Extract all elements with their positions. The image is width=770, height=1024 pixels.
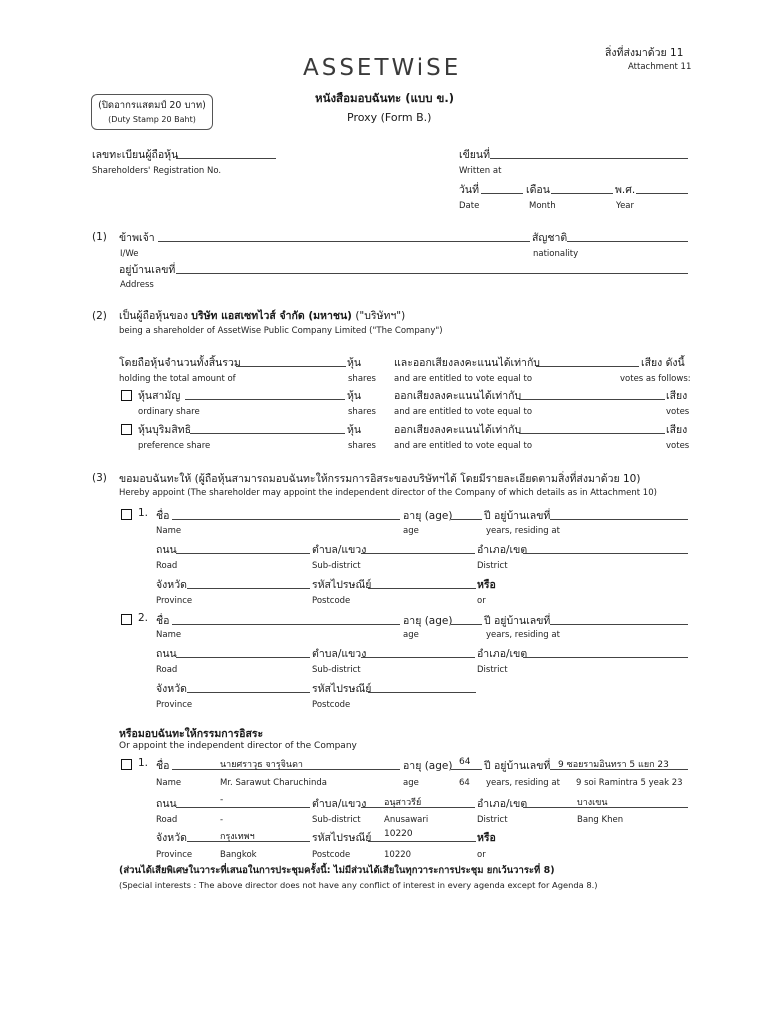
director-district-en: Bang Khen: [577, 815, 624, 825]
director-heading-th: หรือมอบฉันทะให้กรรมการอิสระ: [119, 728, 264, 740]
proxy1-number: 1.: [138, 507, 149, 519]
proxy2-name-field[interactable]: [172, 624, 400, 625]
total-shares-label-th: โดยถือหุ้นจำนวนทั้งสิ้นรวม: [119, 357, 241, 369]
proxy2-checkbox[interactable]: [121, 614, 132, 625]
director-district-label-th: อำเภอ/เขต: [477, 798, 528, 810]
proxy2-road-label-th: ถนน: [156, 648, 177, 660]
preference-vote-label-th: ออกเสียงลงคะแนนได้เท่ากับ: [394, 424, 522, 436]
director-subdistrict-en: Anusawari: [384, 815, 429, 825]
director-age-label-en: age: [403, 778, 419, 788]
proxy1-district-field[interactable]: [523, 553, 688, 554]
vote-total-label-th: และออกเสียงลงคะแนนได้เท่ากับ: [394, 357, 540, 369]
preference-vote-label-en: and are entitled to vote equal to: [394, 441, 533, 451]
iwe-label-th: ข้าพเจ้า: [119, 232, 155, 244]
written-at-label-en: Written at: [459, 166, 502, 176]
director-road-th: -: [220, 795, 224, 805]
director-province-label-th: จังหวัด: [156, 832, 187, 844]
director-subdistrict-label-th: ตำบล/แขวง: [312, 798, 367, 810]
director-subdistrict-th: อนุสาวรีย์: [384, 798, 422, 808]
appoint-label-th: ขอมอบฉันทะให้ (ผู้ถือหุ้นสามารถมอบฉันทะให้กรรมการอิสระของบริษัทฯได้ โดยมีรายละเอียดตามสิ่งที่ส่งมาด้วย 10): [119, 473, 641, 485]
total-votes-field[interactable]: [536, 366, 639, 367]
month-label-th: เดือน: [526, 184, 550, 196]
director-name-en: Mr. Sarawut Charuchinda: [220, 778, 327, 788]
director-heading-en: Or appoint the independent director of the Company: [119, 741, 357, 751]
date-label-th: วันที่: [459, 184, 479, 196]
nationality-field[interactable]: [567, 241, 688, 242]
director-road-label-th: ถนน: [156, 798, 177, 810]
special-interest-th: (ส่วนได้เสียพิเศษในวาระที่เสนอในการประชุมครั้งนี้: ไม่มีส่วนได้เสียในทุกวาระการประชุม ยกเว้นวาระที่ 8): [119, 865, 555, 876]
director-checkbox[interactable]: [121, 759, 132, 770]
director-or-en: or: [477, 850, 486, 860]
ordinary-shares-unit-th: หุ้น: [347, 390, 362, 402]
proxy2-residing-label-en: years, residing at: [486, 630, 560, 640]
preference-votes-field[interactable]: [519, 433, 665, 434]
year-label-en: Year: [616, 201, 634, 211]
proxy2-subdistrict-label-en: Sub-district: [312, 665, 361, 675]
director-residing-label-th: ปี อยู่บ้านเลขที่: [484, 760, 551, 772]
director-age-line: [451, 769, 482, 770]
ordinary-votes-field[interactable]: [519, 399, 665, 400]
preference-shares-unit-th: หุ้น: [347, 424, 362, 436]
year-field[interactable]: [636, 193, 688, 194]
nationality-label-en: nationality: [533, 249, 579, 259]
proxy2-postcode-label-en: Postcode: [312, 700, 351, 710]
attachment-number-en: Attachment 11: [628, 62, 692, 72]
vote-total-label-en: and are entitled to vote equal to: [394, 374, 533, 384]
proxy1-province-label-en: Province: [156, 596, 193, 606]
written-at-field[interactable]: [490, 158, 688, 159]
proxy2-residing-label-th: ปี อยู่บ้านเลขที่: [484, 615, 551, 627]
proxy1-subdistrict-field[interactable]: [361, 553, 475, 554]
ordinary-share-checkbox[interactable]: [121, 390, 132, 401]
ordinary-vote-label-en: and are entitled to vote equal to: [394, 407, 533, 417]
attachment-number-th: สิ่งที่ส่งมาด้วย 11: [605, 47, 684, 59]
director-subdistrict-label-en: Sub-district: [312, 815, 361, 825]
duty-stamp-box: [91, 94, 213, 130]
ordinary-share-label-en: ordinary share: [138, 407, 200, 417]
proxy1-name-label-en: Name: [156, 526, 182, 536]
director-road-label-en: Road: [156, 815, 178, 825]
proxy1-road-label-en: Road: [156, 561, 178, 571]
director-name-th: นายศราวุธ จารุจินดา: [220, 760, 303, 770]
director-postcode-en: 10220: [384, 850, 412, 860]
director-road-en: -: [220, 815, 224, 825]
proxy2-number: 2.: [138, 612, 149, 624]
director-name-label-en: Name: [156, 778, 182, 788]
total-shares-label-en: holding the total amount of: [119, 374, 236, 384]
proxy2-address-field[interactable]: [550, 624, 688, 625]
director-district-label-en: District: [477, 815, 508, 825]
proxy2-age-field[interactable]: [451, 624, 482, 625]
shares-unit-th: หุ้น: [347, 357, 362, 369]
director-age-th: 64: [459, 757, 471, 767]
preference-votes-unit-th: เสียง: [666, 424, 688, 436]
director-or-th: หรือ: [477, 832, 496, 844]
director-postcode-label-en: Postcode: [312, 850, 351, 860]
proxy1-district-label-en: District: [477, 561, 508, 571]
iwe-label-en: I/We: [120, 249, 139, 259]
director-age-en: 64: [459, 778, 470, 788]
address-label-en: Address: [120, 280, 154, 290]
date-label-en: Date: [459, 201, 480, 211]
proxy1-name-field[interactable]: [172, 519, 400, 520]
proxy1-age-label-th: อายุ (age): [403, 510, 453, 522]
proxy1-age-field[interactable]: [451, 519, 482, 520]
duty-stamp-en: (Duty Stamp 20 Baht): [108, 115, 196, 124]
form-title-th: หนังสือมอบฉันทะ (แบบ ข.): [315, 91, 454, 105]
proxy1-district-label-th: อำเภอ/เขต: [477, 544, 528, 556]
proxy1-road-field[interactable]: [176, 553, 310, 554]
proxy1-name-label-th: ชื่อ: [156, 510, 170, 522]
shareholder-of-th: เป็นผู้ถือหุ้นของ บริษัท แอสเซทไวส์ จำกัด (มหาชน) ("บริษัทฯ"): [119, 310, 406, 322]
proxy2-postcode-field[interactable]: [368, 692, 476, 693]
proxy2-name-label-en: Name: [156, 630, 182, 640]
shares-unit-en: shares: [348, 374, 376, 384]
appoint-label-en: Hereby appoint (The shareholder may appoint the independent director of the Company of which details as in Attachment 10): [119, 488, 657, 498]
proxy1-residing-label-th: ปี อยู่บ้านเลขที่: [484, 510, 551, 522]
ordinary-vote-label-th: ออกเสียงลงคะแนนได้เท่ากับ: [394, 390, 522, 402]
proxy2-name-label-th: ชื่อ: [156, 615, 170, 627]
proxy2-district-label-th: อำเภอ/เขต: [477, 648, 528, 660]
ordinary-votes-unit-en: votes: [666, 407, 690, 417]
ordinary-share-label-th: หุ้นสามัญ: [138, 390, 181, 402]
proxy1-province-label-th: จังหวัด: [156, 579, 187, 591]
shareholder-of-en: being a shareholder of AssetWise Public Company Limited ("The Company"): [119, 326, 443, 336]
proxy1-province-field[interactable]: [187, 588, 310, 589]
proxy1-or-en: or: [477, 596, 486, 606]
preference-shares-field[interactable]: [190, 433, 345, 434]
proxy2-road-field[interactable]: [176, 657, 310, 658]
director-province-en: Bangkok: [220, 850, 257, 860]
director-age-label-th: อายุ (age): [403, 760, 453, 772]
director-postcode-label-th: รหัสไปรษณีย์: [312, 832, 372, 844]
preference-share-label-en: preference share: [138, 441, 211, 451]
shareholder-name-field[interactable]: [158, 241, 530, 242]
proxy1-postcode-label-en: Postcode: [312, 596, 351, 606]
proxy1-residing-label-en: years, residing at: [486, 526, 560, 536]
proxy2-province-label-th: จังหวัด: [156, 683, 187, 695]
proxy2-district-label-en: District: [477, 665, 508, 675]
director-residing-label-en: years, residing at: [486, 778, 560, 788]
proxy1-or-th: หรือ: [477, 579, 496, 591]
director-road-line: [176, 807, 310, 808]
proxy2-province-field[interactable]: [187, 692, 310, 693]
proxy1-subdistrict-label-en: Sub-district: [312, 561, 361, 571]
form-title-en: Proxy (Form B.): [347, 111, 432, 124]
proxy1-subdistrict-label-th: ตำบล/แขวง: [312, 544, 367, 556]
proxy1-postcode-label-th: รหัสไปรษณีย์: [312, 579, 372, 591]
proxy1-postcode-field[interactable]: [368, 588, 476, 589]
section3-number: (3): [92, 472, 107, 484]
director-address-th: 9 ซอยรามอินทรา 5 แยก 23: [558, 760, 669, 770]
director-name-label-th: ชื่อ: [156, 760, 170, 772]
registration-label-en: Shareholders' Registration No.: [92, 166, 222, 176]
proxy2-subdistrict-label-th: ตำบล/แขวง: [312, 648, 367, 660]
ordinary-shares-unit-en: shares: [348, 407, 376, 417]
proxy2-road-label-en: Road: [156, 665, 178, 675]
company-logo: ASSETWiSE: [303, 55, 462, 81]
section2-number: (2): [92, 310, 107, 322]
proxy2-postcode-label-th: รหัสไปรษณีย์: [312, 683, 372, 695]
registration-no-field[interactable]: [176, 158, 276, 159]
date-field[interactable]: [481, 193, 523, 194]
proxy2-age-label-en: age: [403, 630, 419, 640]
director-number: 1.: [138, 757, 149, 769]
ordinary-votes-unit-th: เสียง: [666, 390, 688, 402]
address-label-th: อยู่บ้านเลขที่: [119, 264, 176, 276]
month-label-en: Month: [529, 201, 556, 211]
proxy2-age-label-th: อายุ (age): [403, 615, 453, 627]
address-field[interactable]: [176, 273, 688, 274]
proxy1-address-field[interactable]: [550, 519, 688, 520]
votes-as-follows-en: votes as follows:: [620, 374, 691, 384]
nationality-label-th: สัญชาติ: [532, 232, 568, 244]
proxy1-road-label-th: ถนน: [156, 544, 177, 556]
director-postcode-line: [368, 841, 476, 842]
director-postcode-th: 10220: [384, 829, 413, 839]
registration-label-th: เลขทะเบียนผู้ถือหุ้น: [92, 149, 179, 161]
proxy2-province-label-en: Province: [156, 700, 193, 710]
director-province-th: กรุงเทพฯ: [220, 832, 255, 842]
written-at-label-th: เขียนที่: [459, 149, 491, 161]
preference-shares-unit-en: shares: [348, 441, 376, 451]
preference-share-checkbox[interactable]: [121, 424, 132, 435]
section1-number: (1): [92, 231, 107, 243]
votes-as-follows-th: เสียง ดังนี้: [641, 357, 685, 369]
preference-votes-unit-en: votes: [666, 441, 690, 451]
ordinary-shares-field[interactable]: [185, 399, 345, 400]
proxy2-district-field[interactable]: [523, 657, 688, 658]
proxy1-checkbox[interactable]: [121, 509, 132, 520]
year-label-th: พ.ศ.: [615, 184, 636, 196]
total-shares-field[interactable]: [236, 366, 346, 367]
director-address-en: 9 soi Ramintra 5 yeak 23: [576, 778, 683, 788]
preference-share-label-th: หุ้นบุริมสิทธิ: [138, 424, 192, 436]
director-province-label-en: Province: [156, 850, 193, 860]
proxy2-subdistrict-field[interactable]: [361, 657, 475, 658]
duty-stamp-th: (ปิดอากรแสตมป์ 20 บาท): [98, 100, 206, 111]
proxy1-age-label-en: age: [403, 526, 419, 536]
special-interest-en: (Special interests : The above director does not have any conflict of interest in every agenda except for Agenda 8.): [119, 880, 598, 890]
director-district-th: บางเขน: [577, 798, 608, 808]
month-field[interactable]: [551, 193, 613, 194]
